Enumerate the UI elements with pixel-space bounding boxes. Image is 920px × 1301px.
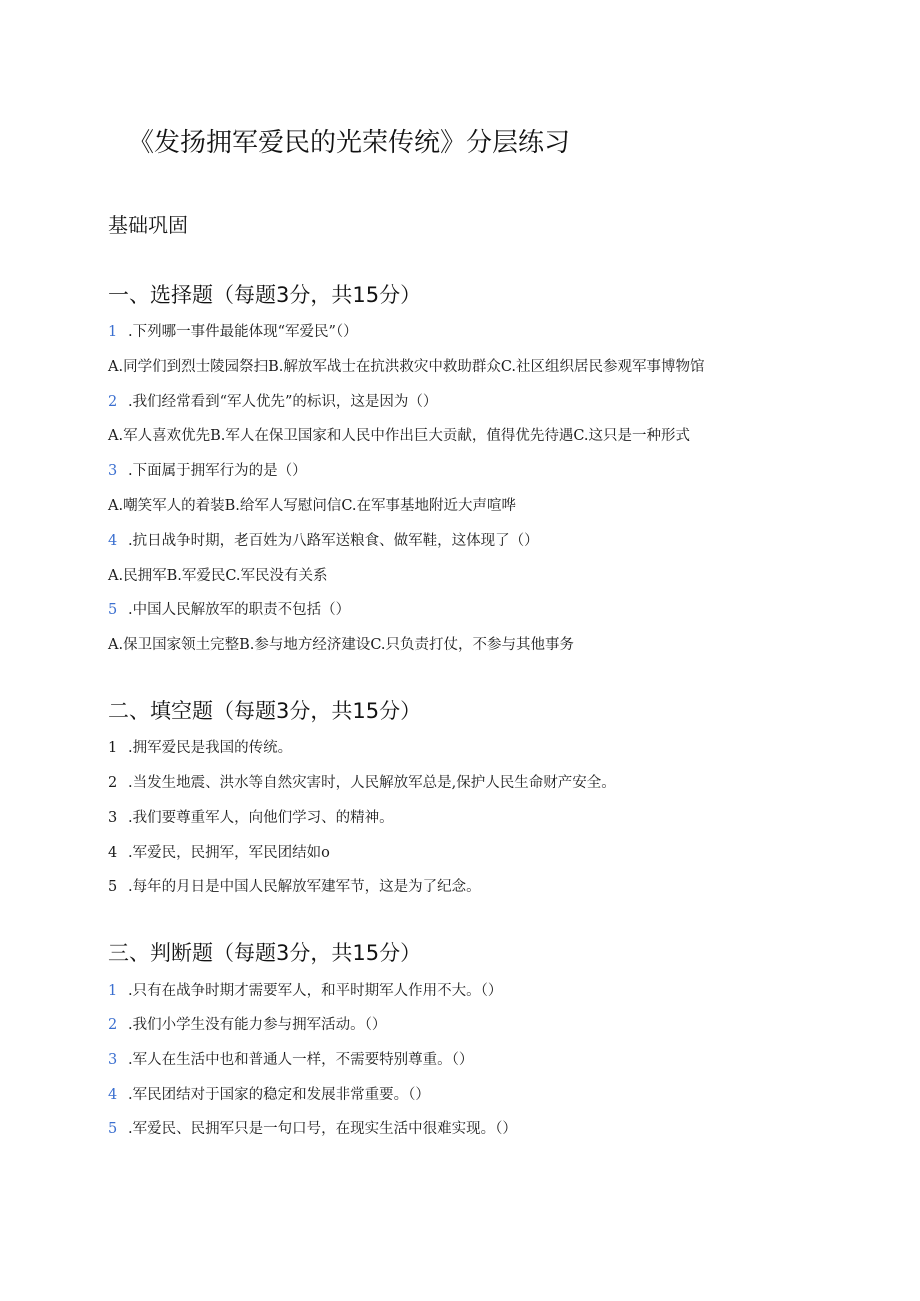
options-text: A.保卫国家领土完整B.参与地方经济建设C.只负责打仗，不参与其他事务 <box>108 637 575 653</box>
question-line <box>108 877 481 897</box>
question-text: .中国人民解放军的职责不包括（） <box>128 602 351 618</box>
question-text: .下面属于拥军行为的是（） <box>128 463 307 479</box>
question-line <box>108 1119 517 1139</box>
options-line <box>108 426 690 446</box>
question-text: .军爱民，民拥军，军民团结如o <box>128 845 330 861</box>
question-text: .下列哪一事件最能体现“军爱民”（） <box>128 324 358 340</box>
question-line <box>108 461 307 481</box>
question-line <box>108 773 616 793</box>
question-text: .抗日战争时期，老百姓为八路军送粮食、做军鞋，这体现了（） <box>128 533 539 549</box>
options-line <box>108 357 705 377</box>
question-line <box>108 600 350 620</box>
question-text: .当发生地震、洪水等自然灾害时，人民解放军总是,保护人民生命财产安全。 <box>128 775 616 791</box>
question-number: 2 <box>108 394 118 410</box>
question-number: 1 <box>108 983 118 999</box>
question-line <box>108 531 539 551</box>
question-line <box>108 1050 473 1070</box>
question-text: .我们要尊重军人，向他们学习、的精神。 <box>128 810 394 826</box>
question-number: 3 <box>108 463 118 479</box>
question-text: .只有在战争时期才需要军人，和平时期军人作用不大。（） <box>128 983 503 999</box>
question-number: 4 <box>108 845 118 861</box>
question-number: 5 <box>108 1121 118 1137</box>
question-number: 4 <box>108 533 118 549</box>
question-number: 1 <box>108 324 118 340</box>
options-line <box>108 496 516 516</box>
question-line <box>108 808 394 828</box>
question-number: 3 <box>108 1052 118 1068</box>
options-text: A.军人喜欢优先B.军人在保卫国家和人民中作出巨大贡献，值得优先待遇C.这只是一种形式 <box>108 428 691 444</box>
question-line <box>108 843 330 863</box>
question-text: .我们经常看到“军人优先”的标识，这是因为（） <box>128 394 438 410</box>
options-text: A.民拥军B.军爱民C.军民没有关系 <box>108 568 328 584</box>
options-text: A.同学们到烈士陵园祭扫B.解放军战士在抗洪救灾中救助群众C.社区组织居民参观军事博物馆 <box>108 359 705 375</box>
document-title: 《发扬拥军爱民的光荣传统》分层练习 <box>128 128 571 158</box>
question-line <box>108 1015 386 1035</box>
question-number: 5 <box>108 879 118 895</box>
question-number: 5 <box>108 602 118 618</box>
question-text: .每年的月日是中国人民解放军建军节，这是为了纪念。 <box>128 879 481 895</box>
question-number: 4 <box>108 1087 118 1103</box>
question-text: .军人在生活中也和普通人一样，不需要特别尊重。（） <box>128 1052 474 1068</box>
question-number: 2 <box>108 775 118 791</box>
subtitle-basic: 基础巩固 <box>108 213 188 237</box>
section-heading-fill: 二、填空题（每题3分，共15分） <box>108 699 422 723</box>
options-line <box>108 566 328 586</box>
options-line <box>108 635 574 655</box>
question-text: .军爱民、民拥军只是一句口号，在现实生活中很难实现。（） <box>128 1121 517 1137</box>
question-line <box>108 738 292 758</box>
question-line <box>108 392 437 412</box>
question-number: 3 <box>108 810 118 826</box>
question-number: 1 <box>108 740 118 756</box>
options-text: A.嘲笑军人的着装B.给军人写慰问信C.在军事基地附近大声喧哗 <box>108 498 517 514</box>
question-number: 2 <box>108 1017 118 1033</box>
question-text: .我们小学生没有能力参与拥军活动。（） <box>128 1017 387 1033</box>
question-text: .拥军爱民是我国的传统。 <box>128 740 293 756</box>
question-text: .军民团结对于国家的稳定和发展非常重要。（） <box>128 1087 430 1103</box>
question-line <box>108 322 358 342</box>
section-heading-judge: 三、判断题（每题3分，共15分） <box>108 941 422 965</box>
question-line <box>108 1085 430 1105</box>
question-line <box>108 981 502 1001</box>
section-heading-choice: 一、选择题（每题3分，共15分） <box>108 283 422 307</box>
